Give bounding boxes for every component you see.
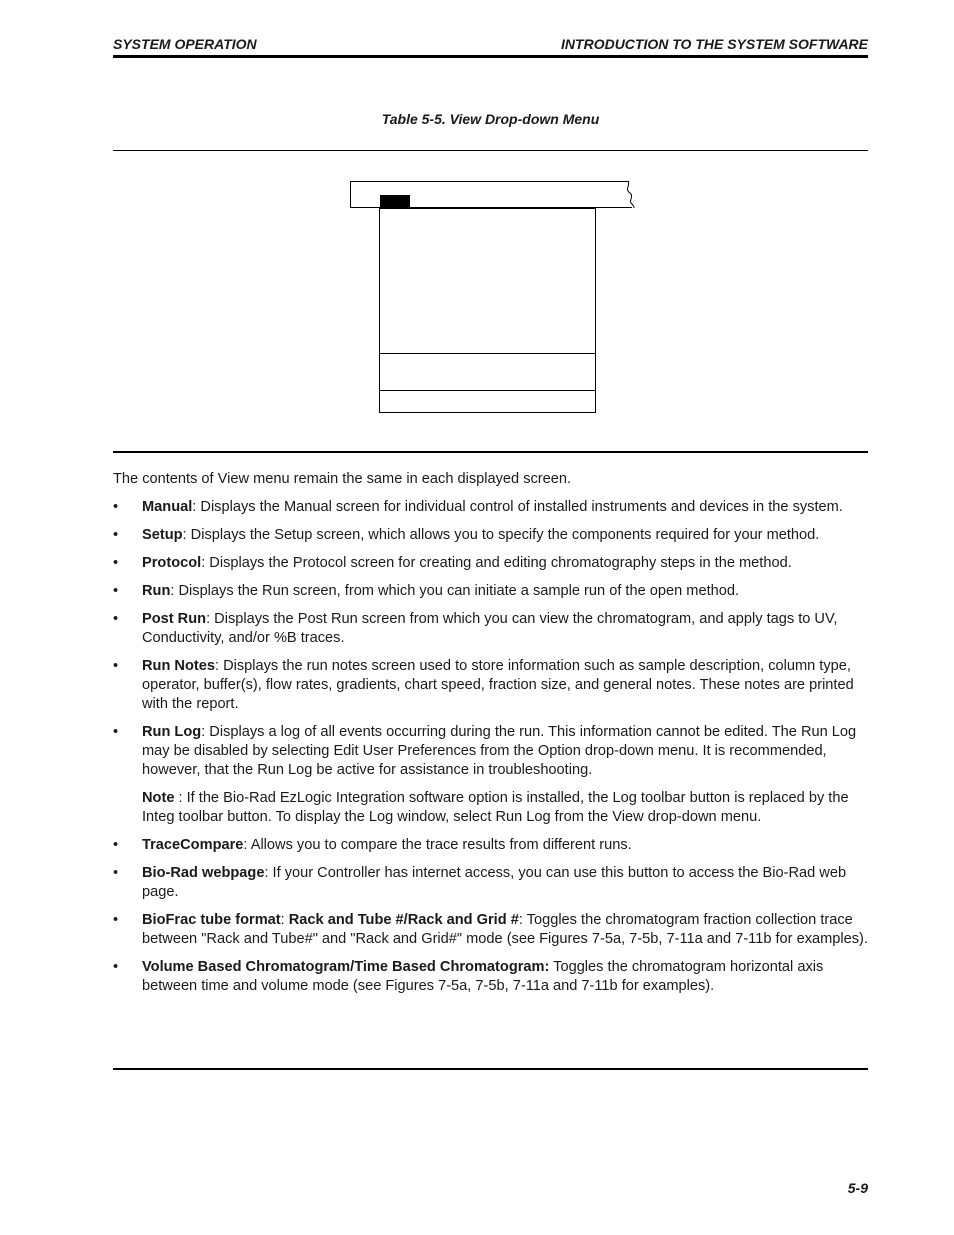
table-bottom-rule	[113, 451, 868, 453]
header-chapter: INTRODUCTION TO THE SYSTEM SOFTWARE	[561, 36, 868, 52]
list-item: • Bio-Rad webpage: If your Controller has internet access, you can use this button to access the Bio-Rad web page.	[113, 865, 847, 900]
page-header	[113, 36, 868, 58]
list-item: • BioFrac tube format: Rack and Tube #/Rack and Grid #: Toggles the chromatogram fraction collection trace between "Rack and Tube#" and "Rack and Grid#" mode (see Figures 7-5a, 7-5b, 7-11a and 7-11b for examples).	[113, 912, 868, 947]
page-number: 5-9	[847, 1180, 868, 1196]
list-item: • Run Notes: Displays the run notes screen used to store information such as sample description, column type, operator, buffer(s), flow rates, gradients, chart speed, fraction size, and general notes. These notes are printed with the report.	[113, 658, 854, 712]
table-caption: Table 5-5. View Drop-down Menu	[381, 111, 600, 127]
view-dropdown-menu	[379, 208, 596, 413]
menubar-strip	[350, 181, 629, 195]
view-items-list-2	[113, 836, 868, 996]
view-items-list	[113, 498, 868, 780]
table-top-rule	[113, 150, 868, 151]
list-item: • Setup: Displays the Setup screen, which allows you to specify the components required for your method.	[113, 527, 820, 543]
intro-paragraph: The contents of View menu remain the same in each displayed screen.	[113, 471, 572, 487]
header-section: SYSTEM OPERATION	[113, 36, 257, 52]
menu-group-screens	[380, 209, 595, 354]
list-item: • Run Log: Displays a log of all events occurring during the run. This information cannot be edited. The Run Log may be disabled by selecting Edit User Preferences from the Option drop-down menu. It is recommended, however, that the Run Log be active for assistance in troubleshooting.	[113, 724, 857, 778]
menu-group-toggles	[380, 391, 595, 413]
view-menu-title[interactable]	[380, 195, 410, 207]
list-item: • Volume Based Chromatogram/Time Based Chromatogram: Toggles the chromatogram horizontal axis between time and volume mode (see Figures 7-5a, 7-5b, 7-11a and 7-11b for examples).	[113, 959, 824, 994]
section-end-rule	[113, 1068, 868, 1070]
list-item: • Post Run: Displays the Post Run screen from which you can view the chromatogram, and apply tags to UV, Conductivity, and/or %B traces.	[113, 611, 838, 646]
list-item: • Run: Displays the Run screen, from which you can initiate a sample run of the open method.	[113, 583, 740, 599]
menu-group-tools	[380, 354, 595, 391]
torn-edge-icon	[620, 180, 636, 210]
body-text	[113, 470, 868, 1005]
list-item: • TraceCompare: Allows you to compare the trace results from different runs.	[113, 837, 632, 853]
list-item: • Protocol: Displays the Protocol screen for creating and editing chromatography steps in the method.	[113, 555, 792, 571]
list-item: • Manual: Displays the Manual screen for individual control of installed instruments and devices in the system.	[113, 499, 843, 515]
note-paragraph: Note : If the Bio-Rad EzLogic Integration software option is installed, the Log toolbar button is replaced by the Integ toolbar button. To display the Log window, select Run Log from the View drop-down menu.	[142, 790, 849, 825]
